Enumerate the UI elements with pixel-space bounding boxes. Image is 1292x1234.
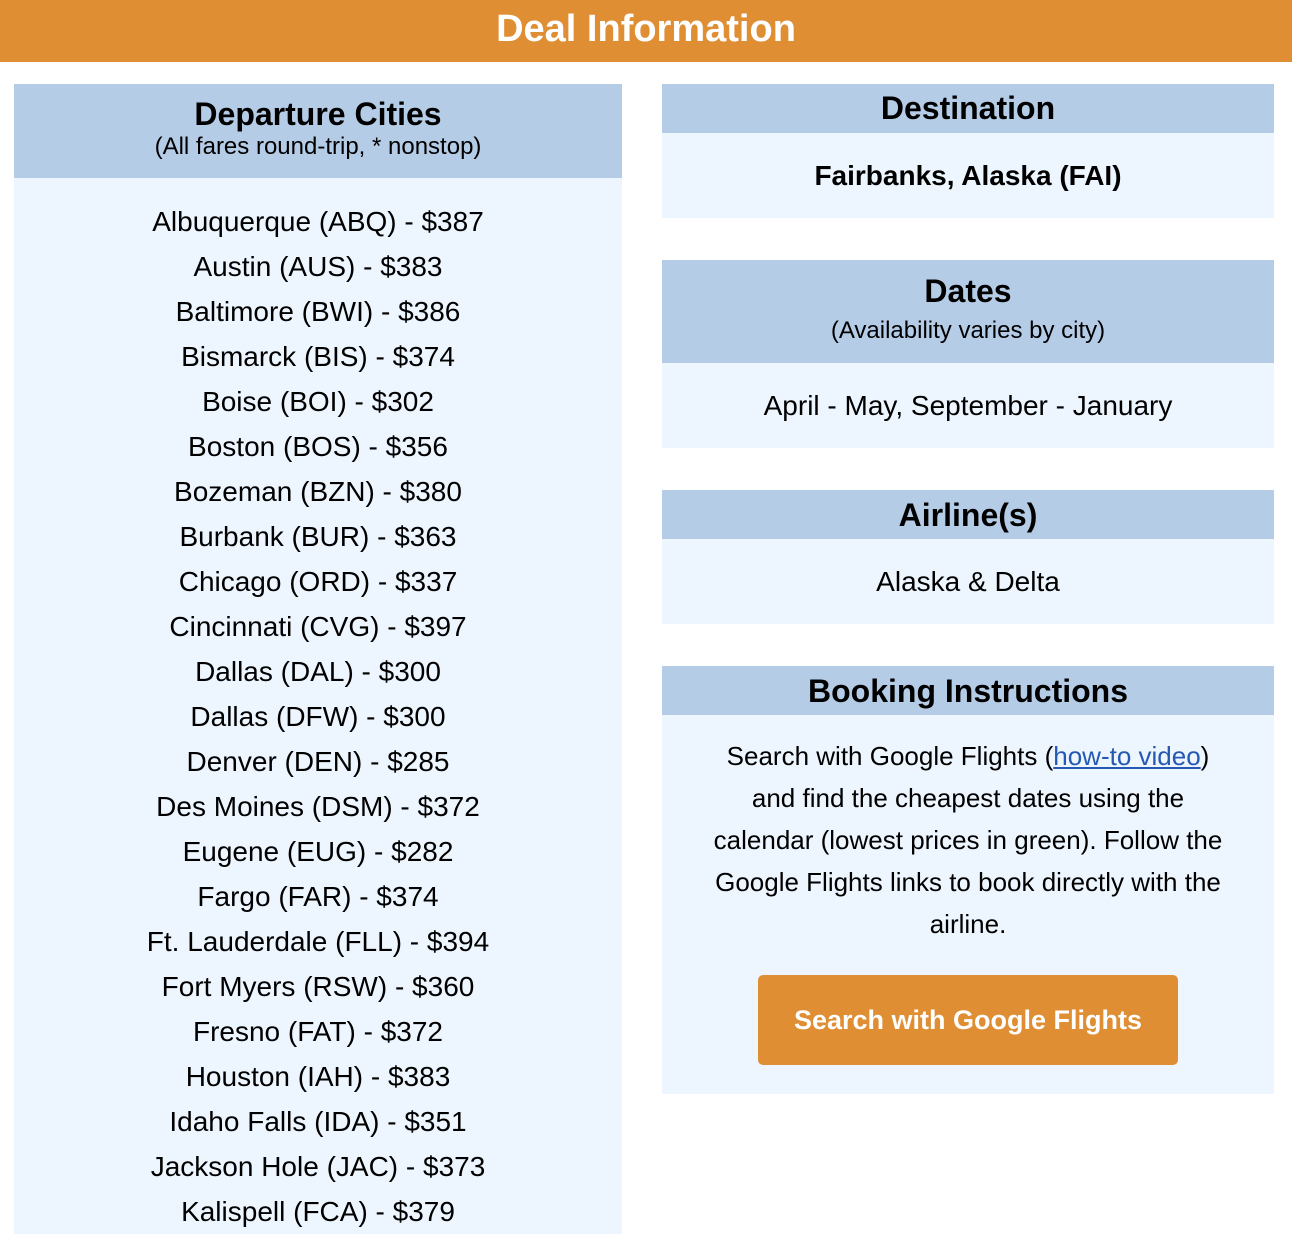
airlines-panel bbox=[662, 490, 1274, 624]
dates-header bbox=[662, 260, 1274, 363]
city-fare-item: Boise (BOI) - $302 bbox=[202, 386, 434, 417]
city-fare-item: Dallas (DAL) - $300 bbox=[195, 656, 441, 687]
departure-cities-header bbox=[14, 84, 622, 178]
city-fare-item: Albuquerque (ABQ) - $387 bbox=[152, 206, 484, 237]
dates-subtitle: (Availability varies by city) bbox=[830, 317, 1106, 344]
city-fare-item: Chicago (ORD) - $337 bbox=[178, 566, 458, 597]
booking-instructions bbox=[662, 715, 1274, 945]
booking-text-continued: ) and find the cheapest dates using the calendar (lowest prices in green). Follow the Google Flights links to book directly with the airline. bbox=[713, 741, 1223, 939]
dates-panel bbox=[662, 260, 1274, 448]
dates-value: April - May, September - January bbox=[763, 390, 1173, 421]
departure-cities-panel bbox=[14, 84, 622, 1234]
booking-title: Booking Instructions bbox=[662, 666, 1274, 715]
city-fare-item: Idaho Falls (IDA) - $351 bbox=[169, 1106, 467, 1137]
city-fare-item: Burbank (BUR) - $363 bbox=[179, 521, 457, 552]
city-fare-item: Austin (AUS) - $383 bbox=[193, 251, 443, 282]
city-fare-item: Kalispell (FCA) - $379 bbox=[181, 1196, 455, 1227]
city-fare-item: Denver (DEN) - $285 bbox=[186, 746, 450, 777]
destination-title: Destination bbox=[662, 84, 1274, 133]
city-fare-item: Houston (IAH) - $383 bbox=[185, 1061, 451, 1092]
destination-value: Fairbanks, Alaska (FAI) bbox=[814, 160, 1122, 191]
city-list bbox=[14, 178, 622, 1234]
city-fare-item: Des Moines (DSM) - $372 bbox=[156, 791, 480, 822]
booking-text: Search with Google Flights ( bbox=[726, 741, 1054, 771]
city-fare-item: Bozeman (BZN) - $380 bbox=[174, 476, 462, 507]
search-google-flights-button[interactable]: Search with Google Flights bbox=[758, 975, 1178, 1065]
airlines-value: Alaska & Delta bbox=[876, 566, 1060, 597]
departure-cities-title: Departure Cities bbox=[194, 96, 442, 132]
city-fare-item: Eugene (EUG) - $282 bbox=[182, 836, 454, 867]
city-fare-item: Fresno (FAT) - $372 bbox=[192, 1016, 443, 1047]
dates-title: Dates bbox=[924, 273, 1012, 309]
city-fare-item: Bismarck (BIS) - $374 bbox=[181, 341, 455, 372]
city-fare-item: Boston (BOS) - $356 bbox=[188, 431, 448, 462]
city-fare-item: Dallas (DFW) - $300 bbox=[190, 701, 446, 732]
city-fare-item: Baltimore (BWI) - $386 bbox=[175, 296, 461, 327]
city-fare-item: Jackson Hole (JAC) - $373 bbox=[150, 1151, 486, 1182]
booking-panel bbox=[662, 666, 1274, 1094]
destination-panel bbox=[662, 84, 1274, 218]
city-fare-item: Fargo (FAR) - $374 bbox=[197, 881, 439, 912]
how-to-video-link[interactable]: how-to video bbox=[1053, 741, 1201, 771]
city-fare-item: Fort Myers (RSW) - $360 bbox=[161, 971, 475, 1002]
city-fare-item: Ft. Lauderdale (FLL) - $394 bbox=[146, 926, 490, 957]
airlines-title: Airline(s) bbox=[662, 490, 1274, 539]
departure-cities-subtitle: (All fares round-trip, * nonstop) bbox=[154, 133, 482, 160]
deal-information-header: Deal Information bbox=[0, 0, 1292, 62]
city-fare-item: Cincinnati (CVG) - $397 bbox=[169, 611, 467, 642]
